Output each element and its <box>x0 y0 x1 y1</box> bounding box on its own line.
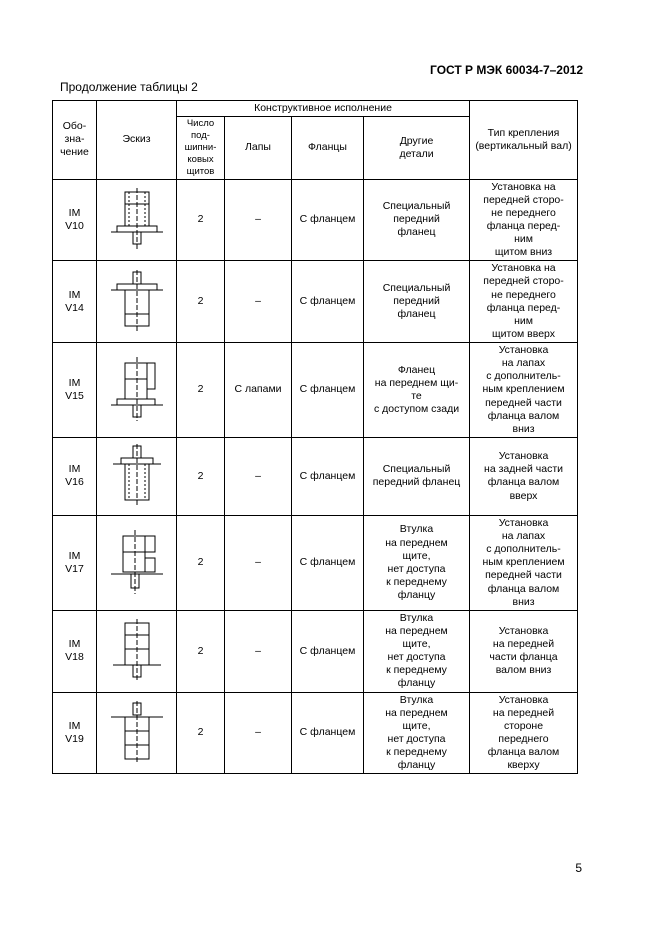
flanges-cell: С фланцем <box>292 179 364 261</box>
table-row <box>53 610 578 692</box>
other-cell: Специальный передний фланец <box>364 179 470 261</box>
mounting-table <box>52 100 578 774</box>
other-cell: Фланец на переднем щи- те с доступом сзади <box>364 343 470 438</box>
motor-sketch-icon <box>107 530 167 596</box>
designation-cell: IM V15 <box>53 343 97 438</box>
sketch-cell <box>97 343 177 438</box>
bearings-cell: 2 <box>177 692 225 774</box>
designation-cell: IM V14 <box>53 261 97 343</box>
table-row <box>53 692 578 774</box>
flanges-cell: С фланцем <box>292 692 364 774</box>
bearings-cell: 2 <box>177 515 225 610</box>
feet-cell: С лапами <box>225 343 292 438</box>
designation-cell: IM V19 <box>53 692 97 774</box>
col-bearings: Число под- шипни- ковых щитов <box>177 117 225 179</box>
table-caption: Продолжение таблицы 2 <box>60 80 198 94</box>
page-number: 5 <box>575 861 582 875</box>
mounting-cell: Установка на лапах с дополнитель- ным креплением передней части фланца валом вниз <box>470 515 578 610</box>
flanges-cell: С фланцем <box>292 610 364 692</box>
designation-cell: IM V10 <box>53 179 97 261</box>
motor-sketch-icon <box>107 357 167 423</box>
motor-sketch-icon <box>107 188 167 252</box>
other-cell: Втулка на переднем щите, нет доступа к переднему фланцу <box>364 610 470 692</box>
table-row <box>53 343 578 438</box>
flanges-cell: С фланцем <box>292 343 364 438</box>
feet-cell: – <box>225 692 292 774</box>
mounting-cell: Установка на лапах с дополнитель- ным креплением передней части фланца валом вниз <box>470 343 578 438</box>
motor-sketch-icon <box>107 270 167 334</box>
motor-sketch-icon <box>107 444 167 508</box>
flanges-cell: С фланцем <box>292 515 364 610</box>
motor-sketch-icon <box>107 701 167 765</box>
bearings-cell: 2 <box>177 437 225 515</box>
feet-cell: – <box>225 179 292 261</box>
bearings-cell: 2 <box>177 179 225 261</box>
flanges-cell: С фланцем <box>292 261 364 343</box>
bearings-cell: 2 <box>177 610 225 692</box>
col-sketch: Эскиз <box>97 101 177 180</box>
bearings-cell: 2 <box>177 343 225 438</box>
col-other: Другие детали <box>364 117 470 179</box>
sketch-cell <box>97 692 177 774</box>
feet-cell: – <box>225 610 292 692</box>
sketch-cell <box>97 179 177 261</box>
mounting-cell: Установка на передней стороне переднего фланца валом кверху <box>470 692 578 774</box>
sketch-cell <box>97 515 177 610</box>
table-row <box>53 261 578 343</box>
mounting-cell: Установка на передней сторо- не переднего фланца перед- ним щитом вниз <box>470 179 578 261</box>
table-row <box>53 179 578 261</box>
other-cell: Специальный передний фланец <box>364 261 470 343</box>
mounting-cell: Установка на задней части фланца валом вверх <box>470 437 578 515</box>
flanges-cell: С фланцем <box>292 437 364 515</box>
feet-cell: – <box>225 261 292 343</box>
mounting-cell: Установка на передней сторо- не переднего фланца перед- ним щитом вверх <box>470 261 578 343</box>
sketch-cell <box>97 610 177 692</box>
bearings-cell: 2 <box>177 261 225 343</box>
col-flanges: Фланцы <box>292 117 364 179</box>
designation-cell: IM V16 <box>53 437 97 515</box>
col-mounting: Тип крепления (вертикальный вал) <box>470 101 578 180</box>
document-standard-code: ГОСТ Р МЭК 60034-7–2012 <box>430 63 583 77</box>
other-cell: Специальный передний фланец <box>364 437 470 515</box>
other-cell: Втулка на переднем щите, нет доступа к переднему фланцу <box>364 515 470 610</box>
col-designation: Обо- зна- чение <box>53 101 97 180</box>
col-feet: Лапы <box>225 117 292 179</box>
designation-cell: IM V17 <box>53 515 97 610</box>
table-row <box>53 515 578 610</box>
other-cell: Втулка на переднем щите, нет доступа к переднему фланцу <box>364 692 470 774</box>
motor-sketch-icon <box>107 619 167 683</box>
col-construction: Конструктивное исполнение <box>177 101 470 117</box>
designation-cell: IM V18 <box>53 610 97 692</box>
feet-cell: – <box>225 437 292 515</box>
sketch-cell <box>97 261 177 343</box>
table-row <box>53 437 578 515</box>
sketch-cell <box>97 437 177 515</box>
mounting-cell: Установка на передней части фланца валом вниз <box>470 610 578 692</box>
feet-cell: – <box>225 515 292 610</box>
